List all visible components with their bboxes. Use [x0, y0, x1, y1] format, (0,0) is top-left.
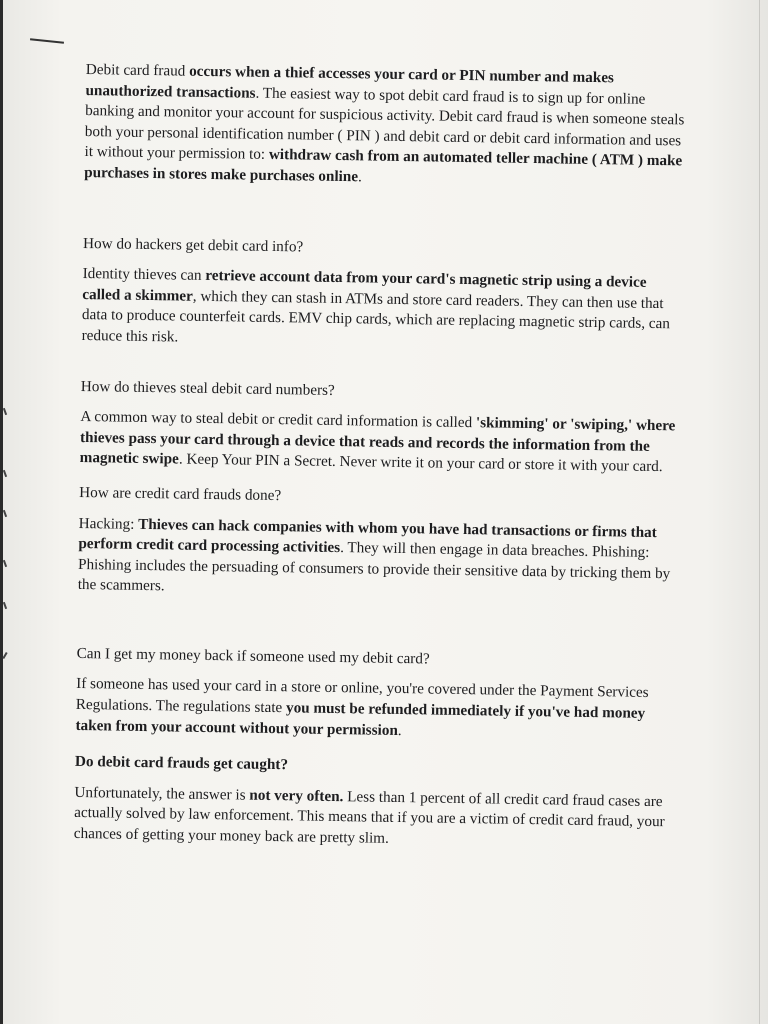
paragraph	[81, 264, 682, 356]
question-heading: How do thieves steal debit card numbers?	[80, 377, 335, 399]
text-run: Hacking:	[78, 514, 139, 533]
margin-tick	[3, 510, 7, 517]
text-run: Identity thieves can	[82, 265, 206, 285]
paragraph	[78, 513, 679, 605]
text-run: Unfortunately, the answer is	[74, 783, 250, 804]
page-edge-right	[759, 0, 760, 1024]
question-heading: How do hackers get debit card info?	[82, 234, 304, 255]
text-run: . They will then engage in data breaches. Phishing: Phishing includes the persuading of consumers to provide their sensitive data by tricking them by the scammers.	[77, 539, 671, 595]
text-run: . The easiest way to spot debit card fraud is to sign up for online banking and monitor your account for suspicious activity. Debit card fraud is when someone steals both your personal identification number ( PIN ) and debit card or debit card information and uses it without your permission to:	[84, 84, 685, 164]
margin-tick	[3, 560, 7, 567]
pen-mark	[30, 38, 64, 44]
text-run-bold: not very often.	[249, 786, 344, 805]
text-run: A common way to steal debit or credit card information is called	[80, 408, 477, 432]
text-run-bold: Thieves can hack companies with whom you have had transactions or firms that perform credit card processing activities	[78, 515, 657, 557]
section-money-back	[75, 644, 676, 746]
section-hackers	[81, 234, 683, 356]
text-run-bold: you must be refunded immediately if you've had money taken from your account without your permission	[75, 699, 646, 739]
question-heading: Do debit card frauds get caught?	[74, 753, 289, 774]
paragraph	[75, 674, 676, 745]
text-run: Debit card fraud	[85, 60, 190, 80]
text-run: , which they can stash in ATMs and store card readers. They can then use that data to produce counterfeit cards. EMV chip cards, which are replacing magnetic strip cards, can reduce this risk.	[81, 287, 671, 346]
text-run-bold: retrieve account data from your card's magnetic strip using a device called a skimmer	[82, 267, 647, 305]
text-run: If someone has used your card in a store or online, you're covered under the Payment Services Regulations. The regulations state	[75, 675, 649, 717]
text-run-bold: withdraw cash from an automated teller machine ( ATM ) make purchases in stores make purchases online	[84, 146, 683, 186]
section-intro	[84, 60, 686, 193]
margin-tick	[3, 408, 7, 415]
text-run: .	[397, 721, 402, 739]
text-run-bold: 'skimming' or 'swiping,' where thieves pass your card through a device that reads and records the information from the magnetic swipe	[79, 414, 676, 468]
question-heading: Can I get my money back if someone used my debit card?	[76, 644, 430, 668]
text-run: . Keep Your PIN a Secret. Never write it on your card or store it with your card.	[178, 450, 663, 476]
section-thieves	[80, 376, 681, 478]
margin-tick	[3, 470, 7, 477]
section-caught	[74, 752, 675, 854]
text-run: .	[357, 168, 362, 186]
margin-tick	[3, 602, 7, 609]
document-body	[74, 60, 686, 854]
text-run: Less than 1 percent of all credit card fraud cases are actually solved by law enforcement. This means that if you are a victim of credit card fraud, your chances of getting your money back are pretty slim.	[73, 787, 665, 847]
text-run-bold: occurs when a thief accesses your card or PIN number and makes unauthorized transactions	[85, 62, 615, 102]
paragraph	[74, 783, 675, 854]
paragraph	[80, 407, 681, 478]
question-heading: How are credit card frauds done?	[79, 483, 282, 505]
margin-tick	[2, 652, 7, 659]
section-credit-frauds	[78, 483, 680, 605]
paragraph	[84, 60, 686, 193]
